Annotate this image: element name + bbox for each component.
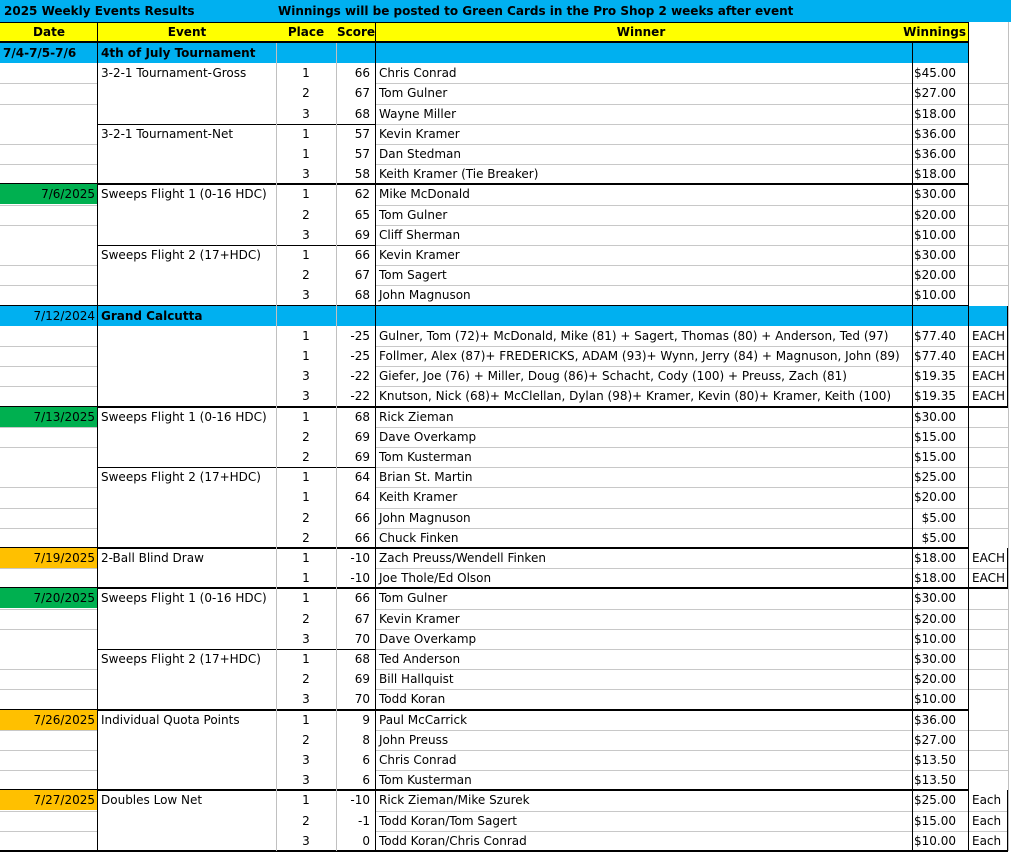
score-cell: 66: [354, 66, 370, 81]
section-date: 7/4-7/5-7/6: [3, 46, 77, 60]
winner-cell: Chris Conrad: [379, 66, 457, 81]
place-cell: 3: [302, 227, 310, 242]
row-divider: [0, 508, 98, 509]
event-name: Sweeps Flight 1 (0-16 HDC): [101, 409, 267, 424]
place-cell: 1: [302, 591, 310, 606]
score-cell: 66: [354, 510, 370, 525]
place-cell: 2: [302, 530, 310, 545]
score-cell: 67: [354, 268, 370, 283]
group-divider: [98, 467, 376, 468]
section-date: 7/12/2024: [33, 308, 95, 323]
each-label: Each: [972, 813, 1002, 828]
winnings-cell: $13.50: [914, 753, 956, 767]
column-border: [97, 22, 98, 851]
place-cell: 1: [302, 571, 310, 586]
score-cell: 8: [362, 732, 370, 747]
score-cell: 62: [354, 187, 370, 202]
event-name: Sweeps Flight 2 (17+HDC): [101, 652, 261, 666]
row-divider: [968, 689, 1008, 690]
row-divider: [968, 609, 1008, 610]
winnings-cell: $30.00: [914, 591, 956, 606]
score-cell: 57: [354, 126, 370, 141]
row-divider: [0, 144, 98, 145]
score-cell: 68: [354, 106, 370, 121]
row-divider: [968, 124, 1008, 125]
winner-cell: Follmer, Alex (87)+ FREDERICKS, ADAM (93)+ Wynn, Jerry (84) + Magnuson, John (89): [379, 349, 900, 363]
row-divider: [968, 225, 1008, 226]
event-name: 3-2-1 Tournament-Net: [101, 126, 234, 141]
winner-cell: Keith Kramer (Tie Breaker): [379, 167, 539, 182]
place-cell: 1: [302, 490, 310, 505]
place-cell: 3: [302, 692, 310, 707]
winnings-cell: $36.00: [914, 126, 956, 141]
column-border: [336, 43, 337, 851]
winnings-cell: $30.00: [914, 248, 956, 262]
winnings-cell: $10.00: [914, 833, 956, 848]
winner-cell: John Magnuson: [379, 288, 471, 303]
score-cell: 65: [354, 207, 370, 222]
score-cell: 70: [354, 692, 370, 707]
winnings-cell: $15.00: [914, 813, 956, 828]
winnings-cell: $45.00: [914, 66, 956, 81]
row-divider: [968, 285, 1008, 286]
score-cell: 6: [362, 773, 370, 788]
winner-cell: Tom Kusterman: [379, 773, 472, 788]
row-divider: [968, 265, 1008, 266]
score-cell: 67: [354, 86, 370, 101]
score-cell: 64: [354, 490, 370, 505]
place-cell: 3: [302, 773, 310, 788]
row-divider: [0, 750, 98, 751]
winner-cell: Tom Kusterman: [379, 450, 472, 464]
winner-cell: Kevin Kramer: [379, 611, 460, 626]
winnings-cell: $77.40: [914, 328, 956, 343]
score-cell: 0: [362, 833, 370, 848]
row-divider: [0, 265, 98, 266]
winnings-cell: $20.00: [914, 268, 956, 283]
score-cell: -10: [350, 571, 370, 586]
row-divider: [0, 811, 98, 812]
score-cell: 9: [362, 712, 370, 727]
place-cell: 3: [302, 167, 310, 182]
winner-cell: John Preuss: [379, 732, 449, 747]
winner-cell: Ted Anderson: [379, 652, 461, 666]
event-name: Sweeps Flight 1 (0-16 HDC): [101, 591, 267, 606]
winnings-cell: $77.40: [914, 349, 956, 363]
place-cell: 1: [302, 793, 310, 808]
winnings-cell: $20.00: [914, 611, 956, 626]
header-score: Score: [336, 25, 376, 39]
place-cell: 1: [302, 126, 310, 141]
each-label: Each: [972, 833, 1002, 848]
winner-cell: Paul McCarrick: [379, 712, 468, 727]
place-cell: 2: [302, 510, 310, 525]
place-cell: 1: [302, 328, 310, 343]
row-divider: [0, 205, 98, 206]
score-cell: -1: [358, 813, 370, 828]
row-divider: [968, 487, 1008, 488]
winner-cell: Tom Sagert: [379, 268, 447, 283]
winner-cell: Todd Koran/Tom Sagert: [379, 813, 517, 828]
each-label: EACH: [972, 328, 1005, 343]
row-divider: [968, 164, 1008, 165]
winner-cell: Kevin Kramer: [379, 248, 460, 262]
place-cell: 1: [302, 248, 310, 262]
score-cell: -10: [350, 551, 370, 565]
score-cell: -25: [350, 328, 370, 343]
winner-cell: John Magnuson: [379, 510, 471, 525]
place-cell: 2: [302, 268, 310, 283]
row-divider: [0, 83, 98, 84]
group-divider: [98, 649, 376, 650]
place-cell: 2: [302, 429, 310, 444]
section-date: 7/20/2025: [33, 591, 95, 606]
winner-cell: Keith Kramer: [379, 490, 458, 505]
winnings-cell: $10.00: [914, 227, 956, 242]
row-divider: [0, 366, 98, 367]
row-divider: [0, 164, 98, 165]
row-divider: [968, 447, 1008, 448]
place-cell: 1: [302, 652, 310, 666]
score-cell: 68: [354, 288, 370, 303]
winnings-cell: $20.00: [914, 672, 956, 687]
place-cell: 1: [302, 409, 310, 424]
winnings-cell: $15.00: [914, 450, 956, 464]
winner-cell: Gulner, Tom (72)+ McDonald, Mike (81) + Sagert, Thomas (80) + Anderson, Ted (97): [379, 328, 889, 343]
score-cell: 69: [354, 429, 370, 444]
place-cell: 1: [302, 712, 310, 727]
winner-cell: Rick Zieman/Mike Szurek: [379, 793, 530, 808]
place-cell: 2: [302, 207, 310, 222]
score-cell: 67: [354, 611, 370, 626]
winner-cell: Rick Zieman: [379, 409, 454, 424]
place-cell: 3: [302, 288, 310, 303]
winnings-cell: $5.00: [921, 510, 956, 525]
row-divider: [0, 528, 98, 529]
header-place: Place: [287, 25, 325, 39]
place-cell: 3: [302, 753, 310, 767]
score-cell: 68: [354, 652, 370, 666]
event-name: Doubles Low Net: [101, 793, 203, 808]
row-divider: [0, 487, 98, 488]
place-cell: 1: [302, 551, 310, 565]
winnings-cell: $18.00: [914, 167, 956, 182]
each-label: Each: [972, 793, 1002, 808]
header-winnings: Winnings: [903, 25, 966, 39]
winner-cell: Tom Gulner: [379, 207, 448, 222]
section-date: 7/13/2025: [33, 409, 95, 424]
score-cell: 68: [354, 409, 370, 424]
row-divider: [968, 528, 1008, 529]
event-banner-title: 4th of July Tournament: [101, 46, 256, 60]
section-date: 7/26/2025: [33, 712, 95, 727]
place-cell: 1: [302, 187, 310, 202]
winner-cell: Tom Gulner: [379, 86, 448, 101]
group-divider: [98, 245, 376, 246]
winnings-cell: $36.00: [914, 712, 956, 727]
header-date: Date: [33, 25, 65, 39]
column-border: [968, 22, 969, 851]
event-name: Sweeps Flight 1 (0-16 HDC): [101, 187, 267, 202]
score-cell: 58: [354, 167, 370, 182]
section-date: 7/27/2025: [33, 793, 95, 808]
each-label: EACH: [972, 551, 1005, 565]
place-cell: 2: [302, 813, 310, 828]
winnings-cell: $20.00: [914, 207, 956, 222]
winner-cell: Dave Overkamp: [379, 631, 477, 646]
score-cell: 69: [354, 672, 370, 687]
event-name: 3-2-1 Tournament-Gross: [101, 66, 247, 81]
column-border: [912, 43, 913, 851]
row-divider: [968, 730, 1008, 731]
winnings-cell: $13.50: [914, 773, 956, 788]
section-date: 7/19/2025: [33, 551, 95, 565]
row-divider: [0, 568, 98, 569]
winner-cell: Dan Stedman: [379, 147, 461, 161]
column-border: [375, 22, 376, 851]
winner-cell: Brian St. Martin: [379, 470, 473, 485]
score-cell: 69: [354, 450, 370, 464]
winner-cell: Knutson, Nick (68)+ McClellan, Dylan (98)+ Kramer, Kevin (80)+ Kramer, Keith (100): [379, 389, 892, 404]
row-divider: [0, 609, 98, 610]
place-cell: 2: [302, 86, 310, 101]
winnings-cell: $5.00: [921, 530, 956, 545]
place-cell: 3: [302, 631, 310, 646]
winnings-cell: $19.35: [914, 389, 956, 404]
winnings-cell: $36.00: [914, 147, 956, 161]
row-divider: [968, 669, 1008, 670]
place-cell: 3: [302, 369, 310, 384]
payout-notice: Winnings will be posted to Green Cards in the Pro Shop 2 weeks after event: [278, 4, 794, 18]
row-divider: [968, 104, 1008, 105]
winnings-cell: $18.00: [914, 551, 956, 565]
winner-cell: Dave Overkamp: [379, 429, 477, 444]
winnings-cell: $27.00: [914, 732, 956, 747]
row-divider: [0, 689, 98, 690]
winnings-cell: $25.00: [914, 470, 956, 485]
row-divider: [0, 104, 98, 105]
winnings-cell: $18.00: [914, 106, 956, 121]
score-cell: 66: [354, 530, 370, 545]
each-label: EACH: [972, 369, 1005, 384]
winner-cell: Chuck Finken: [379, 530, 459, 545]
score-cell: 69: [354, 227, 370, 242]
event-name: Individual Quota Points: [101, 712, 240, 727]
winner-cell: Zach Preuss/Wendell Finken: [379, 551, 546, 565]
place-cell: 3: [302, 833, 310, 848]
row-divider: [0, 629, 98, 630]
section-date: 7/6/2025: [41, 187, 95, 202]
winner-cell: Chris Conrad: [379, 753, 457, 767]
winnings-cell: $30.00: [914, 187, 956, 202]
header-winner: Winner: [616, 25, 666, 39]
row-divider: [968, 750, 1008, 751]
score-cell: 6: [362, 753, 370, 767]
winner-cell: Todd Koran: [379, 692, 446, 707]
row-divider: [968, 508, 1008, 509]
score-cell: -22: [350, 369, 370, 384]
header-event: Event: [167, 25, 207, 39]
score-cell: -22: [350, 389, 370, 404]
place-cell: 1: [302, 66, 310, 81]
row-divider: [0, 225, 98, 226]
row-divider: [0, 770, 98, 771]
section-divider: [0, 850, 1008, 852]
row-divider: [0, 447, 98, 448]
winner-cell: Mike McDonald: [379, 187, 470, 202]
winner-cell: Todd Koran/Chris Conrad: [379, 833, 527, 848]
winnings-cell: $18.00: [914, 571, 956, 586]
winner-cell: Giefer, Joe (76) + Miller, Doug (86)+ Schacht, Cody (100) + Preuss, Zach (81): [379, 369, 847, 384]
column-border: [1008, 22, 1009, 851]
place-cell: 1: [302, 349, 310, 363]
event-name: 2-Ball Blind Draw: [101, 551, 204, 565]
winner-cell: Cliff Sherman: [379, 227, 461, 242]
each-label: EACH: [972, 571, 1005, 586]
winner-cell: Kevin Kramer: [379, 126, 460, 141]
row-divider: [968, 144, 1008, 145]
winnings-cell: $10.00: [914, 631, 956, 646]
row-divider: [0, 386, 98, 387]
place-cell: 2: [302, 672, 310, 687]
score-cell: -25: [350, 349, 370, 363]
group-divider: [98, 124, 376, 125]
row-divider: [0, 831, 98, 832]
row-divider: [968, 467, 1008, 468]
winner-cell: Joe Thole/Ed Olson: [379, 571, 492, 586]
row-divider: [968, 83, 1008, 84]
row-divider: [0, 427, 98, 428]
winnings-cell: $30.00: [914, 409, 956, 424]
winnings-cell: $25.00: [914, 793, 956, 808]
score-cell: 70: [354, 631, 370, 646]
winnings-cell: $10.00: [914, 692, 956, 707]
score-cell: 66: [354, 248, 370, 262]
score-cell: 66: [354, 591, 370, 606]
place-cell: 2: [302, 611, 310, 626]
each-label: EACH: [972, 389, 1005, 404]
row-divider: [968, 770, 1008, 771]
column-border: [276, 43, 277, 851]
score-cell: 57: [354, 147, 370, 161]
winnings-cell: $15.00: [914, 429, 956, 444]
place-cell: 3: [302, 106, 310, 121]
row-divider: [0, 669, 98, 670]
winnings-cell: $20.00: [914, 490, 956, 505]
row-divider: [968, 205, 1008, 206]
winnings-cell: $30.00: [914, 652, 956, 666]
event-banner-title: Grand Calcutta: [101, 308, 203, 323]
row-divider: [0, 730, 98, 731]
row-divider: [968, 649, 1008, 650]
row-divider: [0, 285, 98, 286]
winner-cell: Wayne Miller: [379, 106, 457, 121]
score-cell: -10: [350, 793, 370, 808]
sheet-title: 2025 Weekly Events Results: [4, 4, 195, 18]
place-cell: 2: [302, 450, 310, 464]
winnings-cell: $19.35: [914, 369, 956, 384]
row-divider: [968, 245, 1008, 246]
event-name: Sweeps Flight 2 (17+HDC): [101, 470, 261, 485]
place-cell: 1: [302, 147, 310, 161]
each-label: EACH: [972, 349, 1005, 363]
winner-cell: Tom Gulner: [379, 591, 448, 606]
row-divider: [968, 629, 1008, 630]
place-cell: 3: [302, 389, 310, 404]
row-divider: [968, 427, 1008, 428]
place-cell: 1: [302, 470, 310, 485]
event-name: Sweeps Flight 2 (17+HDC): [101, 248, 261, 262]
place-cell: 2: [302, 732, 310, 747]
winner-cell: Bill Hallquist: [379, 672, 454, 687]
winnings-cell: $10.00: [914, 288, 956, 303]
score-cell: 64: [354, 470, 370, 485]
row-divider: [0, 346, 98, 347]
winnings-cell: $27.00: [914, 86, 956, 101]
